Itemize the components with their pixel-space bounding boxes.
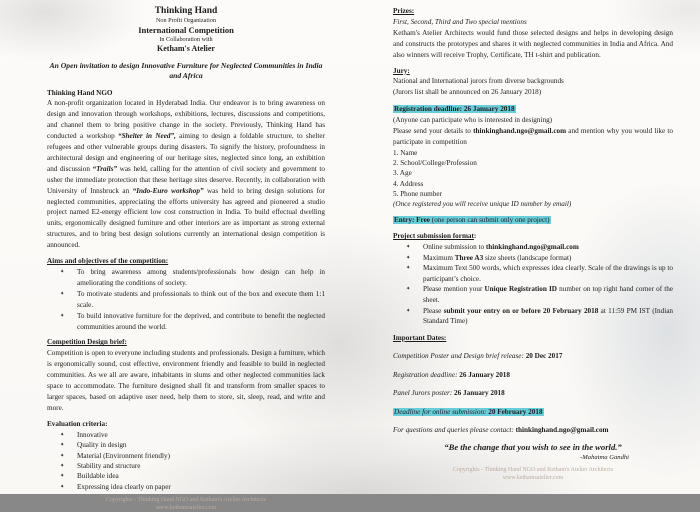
org-name: Thinking Hand [154,6,218,16]
text-segment: Please [423,306,444,315]
submission-list [393,242,673,327]
website-line: www.kethamsatelier.com [502,474,564,481]
date-label: Competition Poster and Design brief release: [393,352,526,361]
submission-heading-colon: : [473,232,477,241]
text-segment: was held, calling for the attention of civil society and government to usher the immediate protection that these heritage sites deserve. Recently, in collaboration with University of Innsbruck an [47,164,325,195]
brief-paragraph: Competition is open to everyone including students and professionals. Design a furniture, which is ergonomically sound, cost effective, environment friendly and feasible to build in neglected communities. As we all are aware, inhabitants in slums and other neglected communities lack space to accommodate. The furniture designed shall fit and transform from smaller spaces to larger spaces, based on adaptive user need, help them to store, sit, sleep, read, and write and more. [47,349,325,412]
copyright-line: Copyrights - Thinking Hand NGO and Ketham's Atelier Architects [105,497,267,504]
ngo-heading: Thinking Hand NGO [47,88,113,97]
registration-section [393,104,673,210]
text-segment: Online submission to [423,243,486,252]
bullet-icon: ✦ [60,483,65,490]
aims-item-text: To build innovative furniture for the deprived, and contribute to benefit the neglected communities around the world. [77,311,325,331]
important-date-row [393,425,673,436]
text-segment: Three A3 [454,253,484,262]
text-segment: Maximum [423,253,455,262]
evaluation-section [47,419,325,492]
bullet-icon: ✦ [60,312,65,319]
submission-item-text [423,307,673,326]
jury-line2: (Jurors list shall be announced on 26 January 2018) [393,88,542,97]
text-segment: A non-profit organization located in Hyderabad India. Our endeavor is to bring awareness on design and innovation through workshops, exhibitions, lectures, discussions and competitions, and channel them to bring positive change in the society. Previously, Thinking Hand has conducted a workshop [47,99,325,141]
evaluation-item-text: Innovative [77,430,108,439]
entry-label: Entry: Free [394,216,430,225]
entry-rest: (one person can submit only one project) [430,216,550,225]
bullet-icon: ✦ [60,442,65,449]
aims-list [47,267,325,332]
registration-send-paragraph [393,126,673,148]
text-segment: “Trails” [92,164,118,173]
important-date-row [393,370,673,381]
evaluation-item [47,482,325,492]
text-segment: submit your entry on or before 20 February 2018 [443,306,599,315]
submission-item-text [423,254,571,262]
invitation-line: An Open invitation to design Innovative Furniture for Neglected Communities in India and Africa [49,60,323,80]
entry-highlight [393,216,551,224]
aims-item [47,289,325,311]
evaluation-item [47,440,325,450]
prizes-section [393,6,673,61]
left-footer [47,497,325,512]
submission-section [393,231,673,327]
date-label: For questions and queries please contact: [393,426,516,435]
send-suffix: and mention why you would like to participate in competition [393,127,673,146]
evaluation-item [47,430,325,440]
prizes-mentions: First, Second, Third and Two special mentions [393,17,527,26]
jury-section [393,66,673,99]
date-label: Panel Jurors poster: [393,389,455,398]
deadline-highlight [393,408,544,416]
text-segment: “Indo-Euro workshop” [132,186,204,195]
date-value: 26 January 2018 [459,370,510,379]
aims-item-text: To bring awareness among students/professionals how design can help in ameliorating the conditions of society. [77,268,325,287]
date-value: 20 February 2018 [488,407,543,416]
aims-item [47,267,325,289]
right-column [393,6,673,482]
entry-line [393,215,673,226]
aims-heading: Aims and objectives of the competition: [47,257,169,266]
text-segment: “Shelter in Need”, [117,132,176,141]
contact-email: thinkinghand.ngo@gmail.com [473,127,567,136]
submission-item-text [423,243,579,251]
send-prefix: Please send your details to [393,127,474,136]
title-block [47,6,325,54]
text-segment: thinkinghand.ngo@gmail.com [485,243,579,252]
submission-item [393,306,673,327]
prizes-paragraph: Ketham's Atelier Architects would fund those selected designs and helps in developing design and constructs the prototypes and shares it with neglected communities in India and Africa. And also winners will receive Trophy, Certificate, TH t-shirt and publication. [393,28,673,59]
evaluation-item-text: Material (Environment friendly) [77,451,171,460]
text-segment: was held to bring design solutions for neglected communities, appreciating the efforts university has agreed and pioneered a studio project named E2-energy efficient low cost construction in India. To build effectual dwelling units, ergonomically designed furniture and other interiors are as important as strong external structures, and to bring best design solutions currently an international design competition is announced. [47,186,326,250]
bullet-icon: ✦ [406,286,411,293]
date-value: 26 January 2018 [454,389,505,398]
important-dates-section [393,333,673,436]
date-label: Registration deadline: [393,370,460,379]
registration-field: 5. Phone number [393,190,442,199]
bullet-icon: ✦ [406,307,411,314]
registration-field: 1. Name [393,148,418,157]
bullet-icon: ✦ [406,254,411,261]
studio-name: Ketham's Atelier [157,43,215,53]
registration-note: (Once registered you will receive unique ID number by email) [393,200,572,209]
registration-anyone-line: (Anyone can participate who is interested in designing) [393,116,553,125]
evaluation-heading: Evaluation criteria: [47,419,108,428]
registration-deadline-text: Registration deadline: 26 January 2018 [394,105,515,114]
brief-heading: Competition Design brief: [47,338,127,347]
text-segment: at 11:59 PM IST (Indian Standard Time) [423,306,673,326]
evaluation-item [47,461,325,471]
submission-item-text [423,285,673,304]
text-segment: number on top right hand corner of the sheet. [423,285,674,305]
competition-title: International Competition [138,25,234,35]
evaluation-item-text: Quality in design [77,441,127,450]
bullet-icon: ✦ [60,452,65,459]
org-subtitle: Non Profit Organization [155,17,217,24]
evaluation-item [47,451,325,461]
date-value: 20 Dec 2017 [525,352,563,361]
submission-item-text [423,264,673,283]
submission-heading-line [393,231,673,242]
jury-line1: National and International jurors from diverse backgrounds [393,77,564,86]
website-line: www.kethamsatelier.com [155,504,217,511]
text-segment: size sheets (landscape format) [483,253,572,262]
ngo-section [47,88,325,252]
text-segment: Maximum Text 500 words, which expresses idea clearly. Scale of the drawings is up to participant’s choice. [423,264,674,283]
registration-field: 2. School/College/Profession [393,159,477,168]
registration-deadline-highlight [393,104,673,115]
evaluation-item [47,471,325,481]
registration-field: 3. Age [393,169,412,178]
important-dates-heading: Important Dates: [393,333,447,342]
submission-item [393,284,673,305]
submission-heading: Project submission format [393,232,474,241]
collab-line: In Collaboration with [159,35,213,43]
submission-item [393,242,673,253]
evaluation-item-text: Expressing idea clearly on paper [77,482,171,491]
aims-item [47,311,325,333]
date-value: thinkinghand.ngo@gmail.com [515,426,609,435]
bullet-icon: ✦ [406,244,411,251]
brief-section [47,337,325,413]
evaluation-item-text: Buildable idea [77,472,119,481]
evaluation-item-text: Stability and structure [77,461,141,470]
important-date-row [393,351,673,362]
quote-text: “Be the change that you wish to see in the world.” [444,442,622,453]
bullet-icon: ✦ [60,462,65,469]
left-column [47,6,325,512]
aims-item-text: To motivate students and professionals to think out of the box and execute them 1:1 scale. [77,289,325,309]
bullet-icon: ✦ [60,473,65,480]
quote-author: -Mahatma Gandhi [580,453,629,461]
quote-block [393,442,673,462]
registration-field: 4. Address [393,179,424,188]
text-segment: Unique Registration ID [484,285,558,294]
important-date-row [393,388,673,399]
aims-section [47,256,325,332]
bullet-icon: ✦ [60,431,65,438]
copyright-line: Copyrights - Thinking Hand NGO and Ketham's Atelier Architects [452,467,614,474]
ngo-paragraph [47,98,325,251]
prizes-heading: Prizes: [393,7,415,15]
important-date-row [393,407,673,418]
evaluation-list [47,430,325,492]
bullet-icon: ✦ [60,269,65,275]
text-segment: aiming to design a foldable structure, to shelter refugees and other vulnerable groups during disasters. To signify the history, profoundness in architectural design and engineering of our heritage sites, neglected since long, an exhibition and discussion [47,132,325,173]
submission-item [393,263,673,284]
jury-heading: Jury: [393,66,410,75]
registration-fields [393,148,673,199]
submission-item [393,253,673,264]
right-footer [393,467,673,482]
bullet-icon: ✦ [406,265,411,272]
bullet-icon: ✦ [60,290,65,297]
date-label: Deadline for online submission: [394,407,489,416]
text-segment: Please mention your [423,285,485,294]
